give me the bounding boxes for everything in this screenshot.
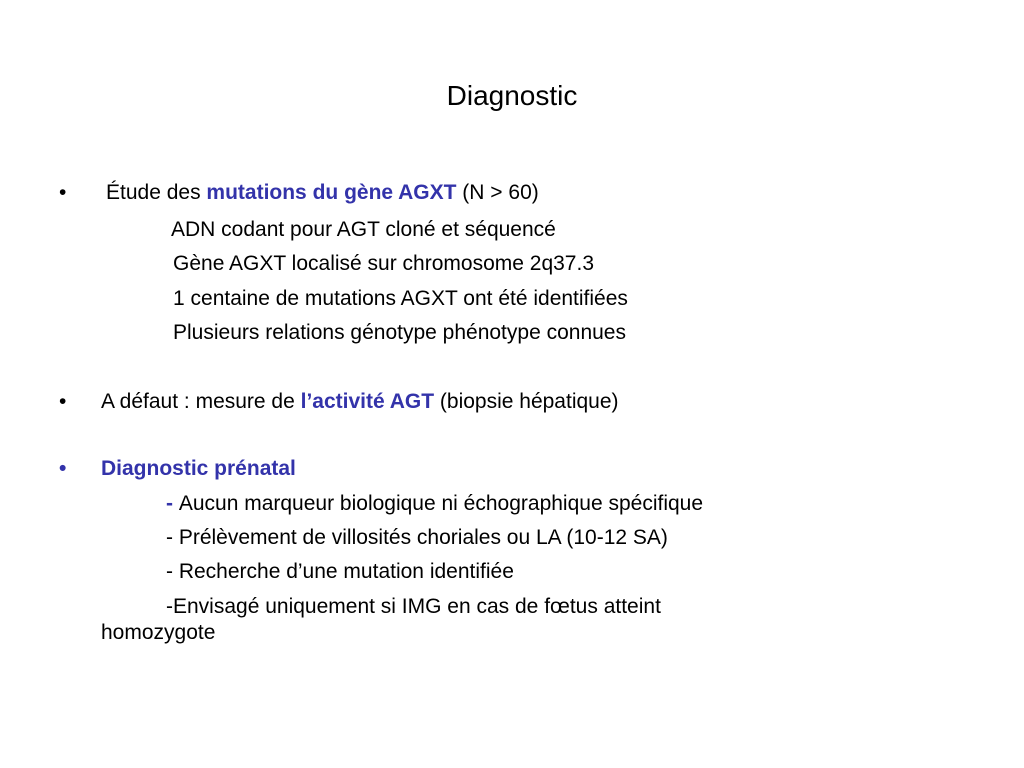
bullet-3-sub-4-continuation: homozygote <box>101 621 216 644</box>
bullet-2-prefix: A défaut : mesure de <box>101 390 301 413</box>
bullet-1-prefix: Étude des <box>106 181 207 204</box>
bullet-1-sub-4: Plusieurs relations génotype phénotype connues <box>173 321 626 344</box>
bullet-3-sub-4: -Envisagé uniquement si IMG en cas de fœtus atteint <box>166 595 661 618</box>
bullet-2-text <box>101 385 619 419</box>
bullet-icon: • <box>59 457 67 480</box>
bullet-3-sub-1-dash: - <box>166 492 179 515</box>
bullet-1-suffix: (N > 60) <box>456 181 539 204</box>
bullet-3-heading: Diagnostic prénatal <box>101 457 296 480</box>
bullet-icon: • <box>59 181 67 204</box>
bullet-3-sub-3: - Recherche d’une mutation identifiée <box>166 560 514 583</box>
bullet-1-highlight: mutations du gène AGXT <box>206 181 457 204</box>
bullet-2-suffix: (biopsie hépatique) <box>434 390 619 413</box>
bullet-3-sub-2: - Prélèvement de villosités choriales ou LA (10-12 SA) <box>166 526 668 549</box>
bullet-3-sub-1-text: Aucun marqueur biologique ni échographique spécifique <box>178 492 704 515</box>
bullet-1-text <box>106 176 539 210</box>
bullet-1-sub-2: Gène AGXT localisé sur chromosome 2q37.3 <box>173 252 594 275</box>
bullet-icon: • <box>59 390 67 413</box>
bullet-1-sub-1: ADN codant pour AGT cloné et séquencé <box>171 218 556 241</box>
bullet-2-highlight: l’activité AGT <box>300 390 435 413</box>
bullet-3-sub-1 <box>166 487 703 521</box>
slide-title: Diagnostic <box>446 80 578 111</box>
bullet-1-sub-3: 1 centaine de mutations AGXT ont été identifiées <box>173 287 628 310</box>
